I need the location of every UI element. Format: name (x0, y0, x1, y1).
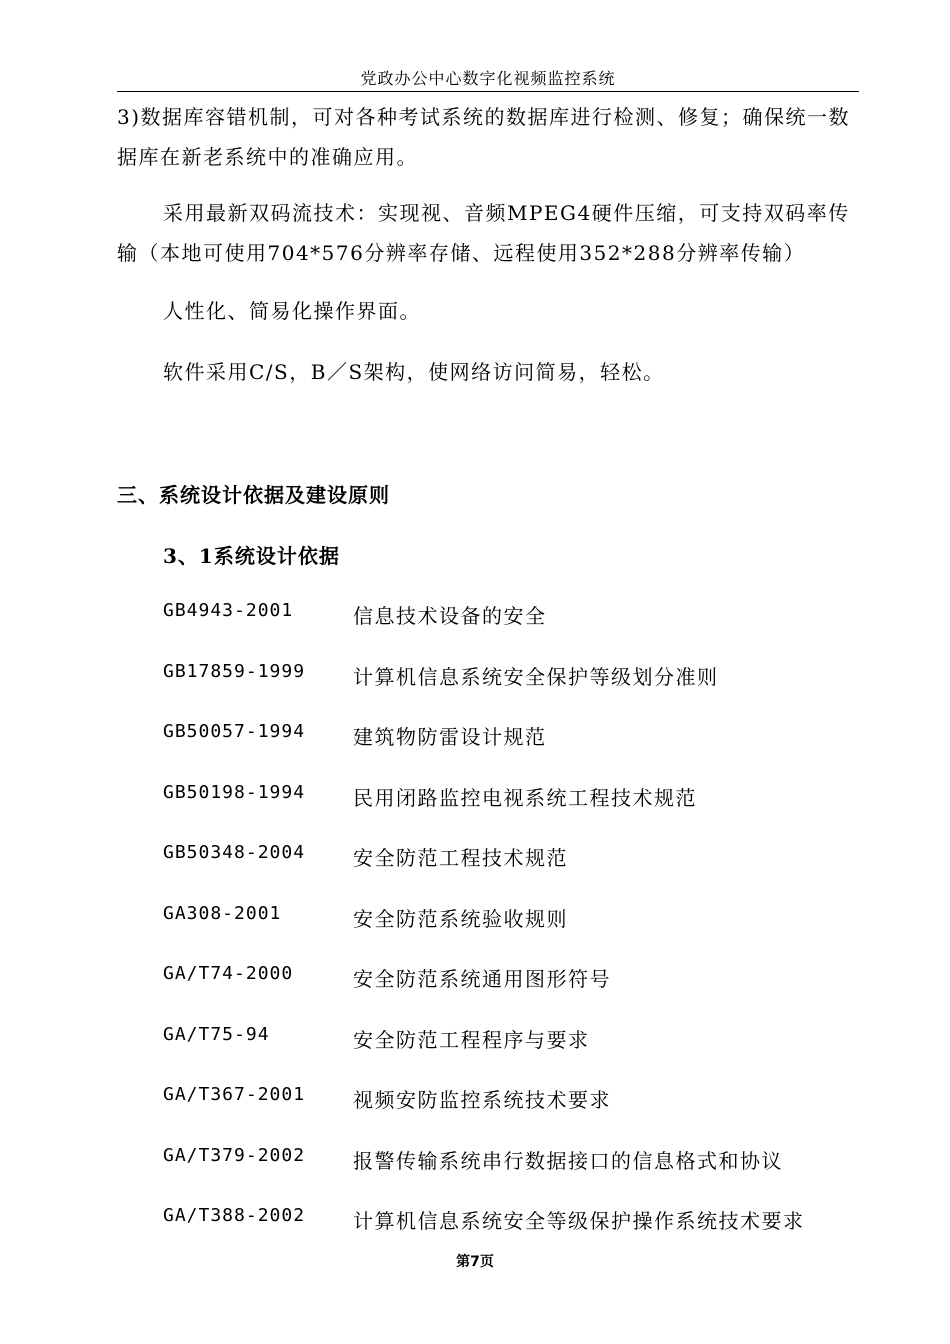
standard-name: 安全防范系统验收规则 (353, 907, 568, 931)
standard-row (163, 842, 863, 872)
paragraph-architecture: 软件采用C/S，B／S架构，使网络访问简易，轻松。 (163, 360, 665, 384)
standard-row (163, 600, 863, 630)
page-number: 第7页 (456, 1254, 494, 1270)
standard-name: 建筑物防雷设计规范 (353, 725, 547, 749)
standard-row (163, 1205, 863, 1235)
standard-code: GA/T379-2002 (163, 1145, 306, 1166)
standard-code: GA/T367-2001 (163, 1084, 306, 1105)
standard-code: GB4943-2001 (163, 600, 294, 621)
standard-name: 信息技术设备的安全 (353, 604, 547, 628)
standard-code: GB50198-1994 (163, 782, 306, 803)
standard-name: 民用闭路监控电视系统工程技术规范 (353, 786, 697, 810)
standard-row (163, 1084, 863, 1114)
standard-code: GA308-2001 (163, 903, 282, 924)
standard-name: 安全防范工程技术规范 (353, 846, 568, 870)
standard-name: 安全防范工程程序与要求 (353, 1028, 590, 1052)
standard-name: 视频安防监控系统技术要求 (353, 1088, 611, 1112)
standard-row (163, 661, 863, 691)
standard-row (163, 903, 863, 933)
section-heading: 三、系统设计依据及建设原则 (117, 483, 390, 507)
paragraph-db-fault-tolerance: 3)数据库容错机制，可对各种考试系统的数据库进行检测、修复；确保统一数据库在新老系统中的准确应用。 (117, 105, 851, 169)
standard-row (163, 1024, 863, 1054)
standard-code: GB17859-1999 (163, 661, 306, 682)
subsection-heading: 3、1系统设计依据 (163, 544, 340, 568)
paragraph-ui: 人性化、简易化操作界面。 (163, 299, 421, 323)
standard-name: 报警传输系统串行数据接口的信息格式和协议 (353, 1149, 783, 1173)
standard-name: 计算机信息系统安全等级保护操作系统技术要求 (353, 1209, 805, 1233)
standard-name: 安全防范系统通用图形符号 (353, 967, 611, 991)
standard-code: GB50348-2004 (163, 842, 306, 863)
standard-code: GA/T388-2002 (163, 1205, 306, 1226)
paragraph-dual-stream: 采用最新双码流技术：实现视、音频MPEG4硬件压缩，可支持双码率传输（本地可使用704*576分辨率存储、远程使用352*288分辨率传输） (117, 201, 850, 265)
standard-row (163, 963, 863, 993)
standard-row (163, 1145, 863, 1175)
standard-code: GA/T74-2000 (163, 963, 294, 984)
standard-row (163, 782, 863, 812)
standard-row (163, 721, 863, 751)
header-rule (117, 91, 859, 92)
standard-code: GA/T75-94 (163, 1024, 270, 1045)
standard-code: GB50057-1994 (163, 721, 306, 742)
running-header: 党政办公中心数字化视频监控系统 (360, 69, 616, 88)
standard-name: 计算机信息系统安全保护等级划分准则 (353, 665, 719, 689)
